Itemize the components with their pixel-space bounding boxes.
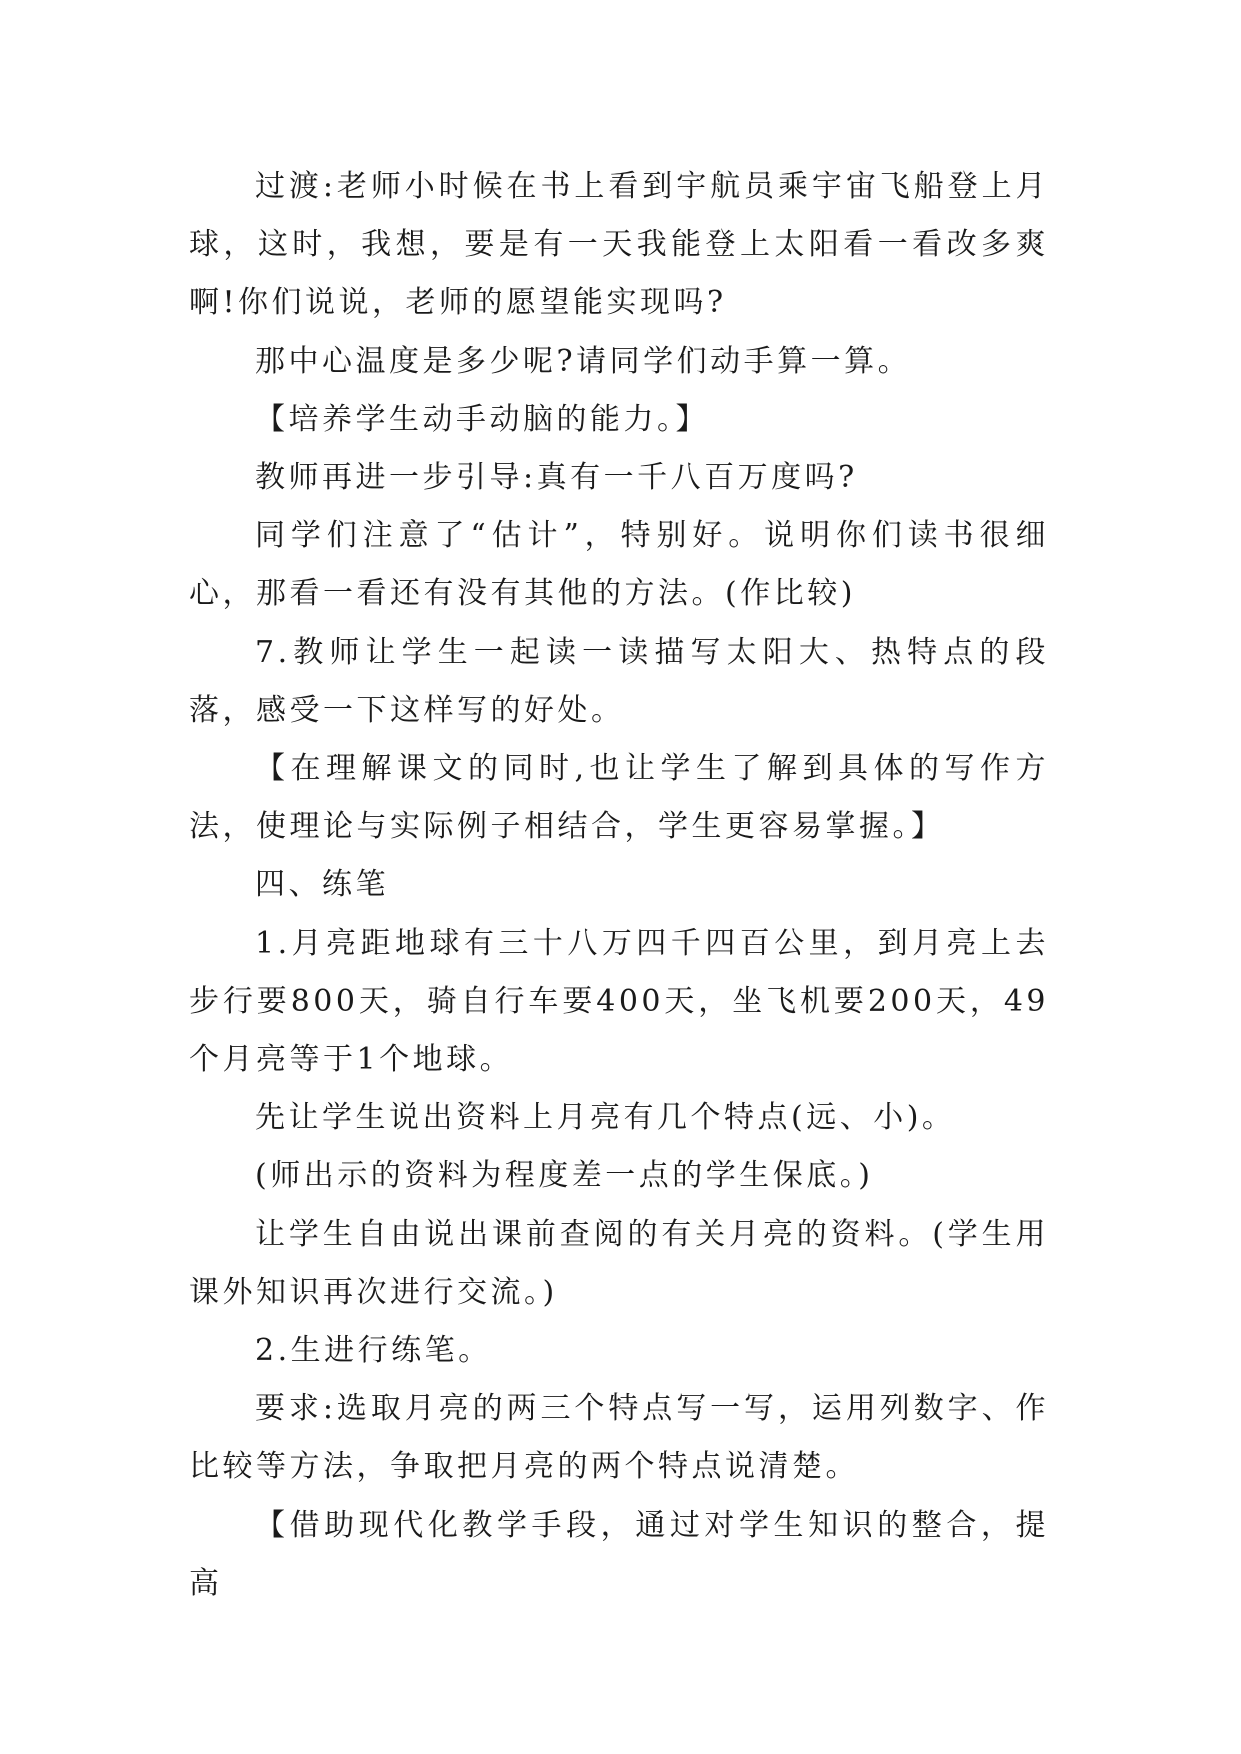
paragraph-student-sharing: 让学生自由说出课前查阅的有关月亮的资料。(学生用课外知识再次进行交流。) <box>189 1216 1049 1310</box>
paragraph-estimate-comparison: 同学们注意了“估计”，特别好。说明你们读书很细心，那看一看还有没有其他的方法。(作比较) <box>189 518 1049 612</box>
paragraph-step-2: 2.生进行练笔。 <box>255 1333 492 1369</box>
paragraph-teacher-guidance: 教师再进一步引导:真有一千八百万度吗? <box>255 460 858 496</box>
note-hands-on-ability: 【培养学生动手动脑的能力。】 <box>255 401 709 437</box>
paragraph-moon-features: 先让学生说出资料上月亮有几个特点(远、小)。 <box>255 1100 956 1136</box>
paragraph-requirements: 要求:选取月亮的两三个特点写一写，运用列数字、作比较等方法，争取把月亮的两个特点说清楚。 <box>189 1391 1049 1485</box>
document-body <box>189 158 1049 1613</box>
paragraph-transition: 过渡:老师小时候在书上看到宇航员乘宇宙飞船登上月球，这时，我想，要是有一天我能登上太阳看一看改多爽啊!你们说说，老师的愿望能实现吗? <box>189 169 1049 321</box>
note-writing-method: 【在理解课文的同时,也让学生了解到具体的写作方法，使理论与实际例子相结合，学生更容易掌握。】 <box>189 751 1049 845</box>
section-heading-writing-practice: 四、练笔 <box>255 867 389 903</box>
note-modern-teaching: 【借助现代化教学手段，通过对学生知识的整合，提高 <box>189 1507 1049 1601</box>
paragraph-core-temperature: 那中心温度是多少呢?请同学们动手算一算。 <box>255 343 912 379</box>
paragraph-teacher-materials: (师出示的资料为程度差一点的学生保底。) <box>255 1158 874 1194</box>
paragraph-moon-facts: 1.月亮距地球有三十八万四千四百公里，到月亮上去步行要800天，骑自行车要400天，坐飞机要200天，49个月亮等于1个地球。 <box>189 925 1049 1078</box>
paragraph-step-7: 7.教师让学生一起读一读描写太阳大、热特点的段落，感受一下这样写的好处。 <box>189 634 1049 728</box>
